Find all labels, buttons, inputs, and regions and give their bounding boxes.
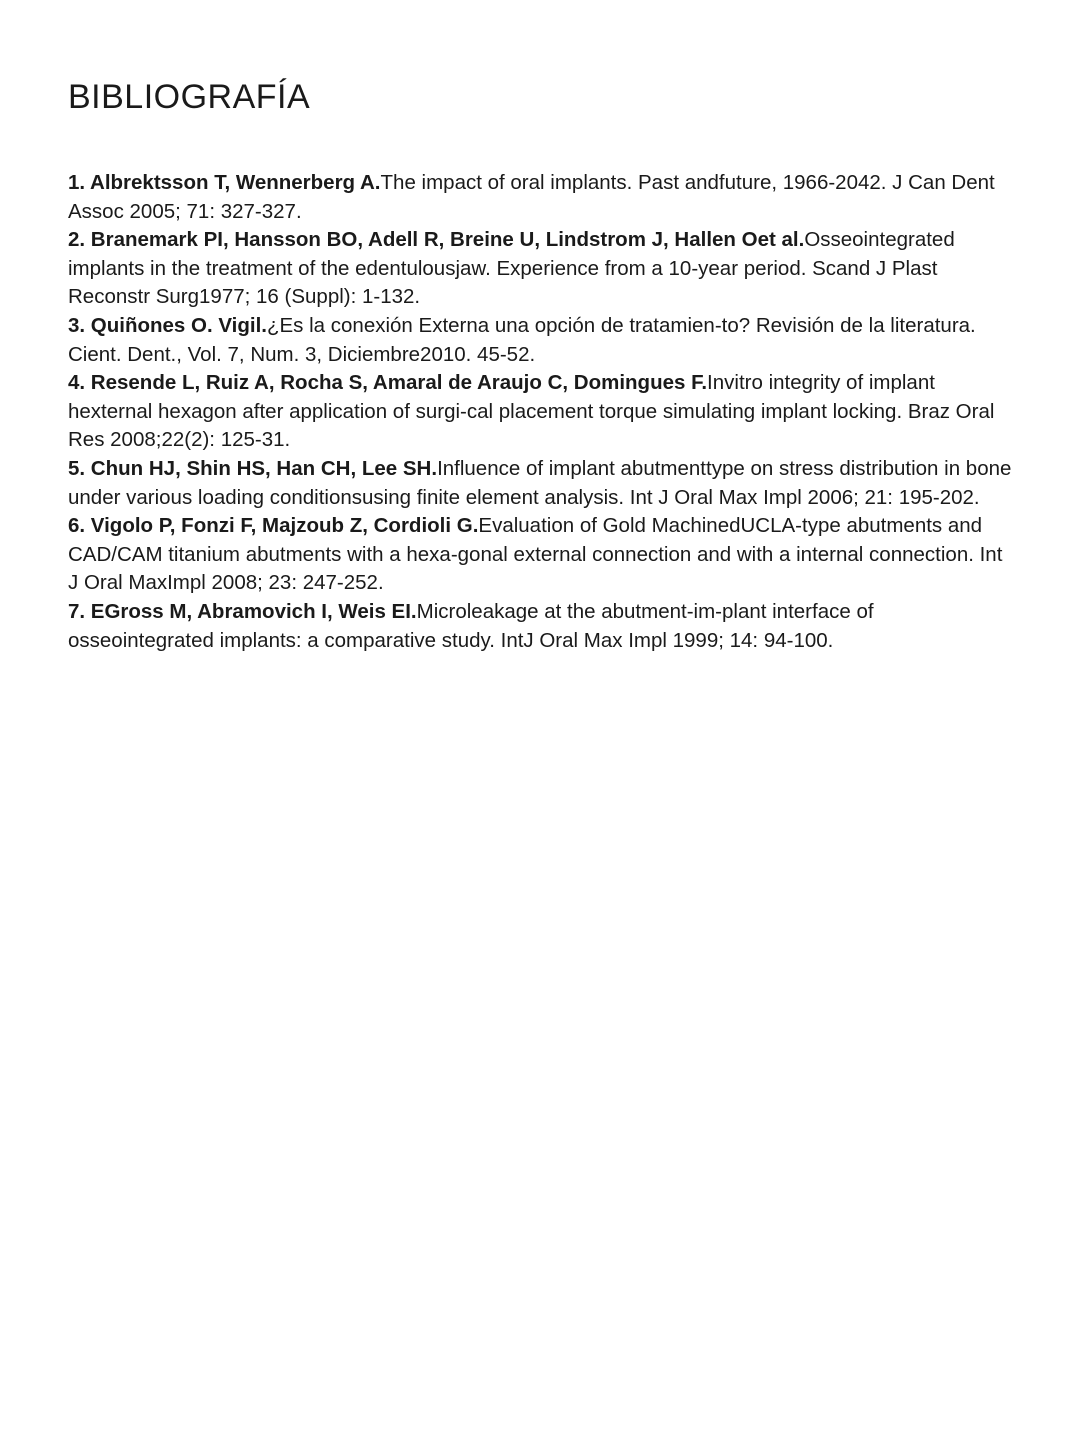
reference-authors: 3. Quiñones O. Vigil. bbox=[68, 313, 267, 337]
reference-authors: 4. Resende L, Ruiz A, Rocha S, Amaral de Araujo C, Domingues F. bbox=[68, 371, 708, 395]
reference-entry bbox=[68, 312, 1016, 369]
reference-citation: The impact of oral implants. Past andfuture, 1966-2042. J Can Dent Assoc 2005; 71: 327-327. bbox=[68, 171, 995, 223]
reference-citation: Invitro integrity of implant hexternal hexagon after application of surgi-cal placement torque simulating implant locking. Braz Oral Res 2008;22(2): 125-31. bbox=[68, 371, 995, 452]
reference-entry bbox=[68, 455, 1016, 512]
reference-citation: Influence of implant abutmenttype on stress distribution in bone under various loading conditionsusing finite element analysis. Int J Oral Max Impl 2006; 21: 195-202. bbox=[68, 456, 1012, 509]
reference-authors: 2. Branemark PI, Hansson BO, Adell R, Breine U, Lindstrom J, Hallen Oet al. bbox=[68, 228, 805, 252]
reference-entry bbox=[68, 226, 1016, 312]
reference-entry bbox=[68, 598, 1016, 655]
page-title: BIBLIOGRAFÍA bbox=[68, 78, 311, 116]
reference-list bbox=[68, 169, 1016, 655]
reference-citation: Microleakage at the abutment-im-plant interface of osseointegrated implants: a comparative study. IntJ Oral Max Impl 1999; 14: 94-100. bbox=[68, 599, 874, 652]
reference-entry bbox=[68, 169, 1016, 226]
reference-citation: Osseointegrated implants in the treatment of the edentulousjaw. Experience from a 10-year period. Scand J Plast Reconstr Surg1977; 16 (Suppl): 1-132. bbox=[68, 228, 955, 309]
reference-citation: Evaluation of Gold MachinedUCLA-type abutments and CAD/CAM titanium abutments with a hexa-gonal external connection and with a internal connection. Int J Oral MaxImpl 2008; 23: 247-252. bbox=[68, 514, 1003, 595]
reference-authors: 7. EGross M, Abramovich I, Weis EI. bbox=[68, 599, 417, 623]
reference-authors: 5. Chun HJ, Shin HS, Han CH, Lee SH. bbox=[68, 456, 438, 480]
reference-authors: 1. Albrektsson T, Wennerberg A. bbox=[68, 171, 381, 194]
reference-citation: ¿Es la conexión Externa una opción de tratamien-to? Revisión de la literatura. Cient. Dent., Vol. 7, Num. 3, Diciembre2010. 45-52. bbox=[68, 313, 976, 366]
reference-entry bbox=[68, 369, 1016, 455]
reference-entry bbox=[68, 512, 1016, 598]
reference-authors: 6. Vigolo P, Fonzi F, Majzoub Z, Cordioli G. bbox=[68, 514, 479, 538]
